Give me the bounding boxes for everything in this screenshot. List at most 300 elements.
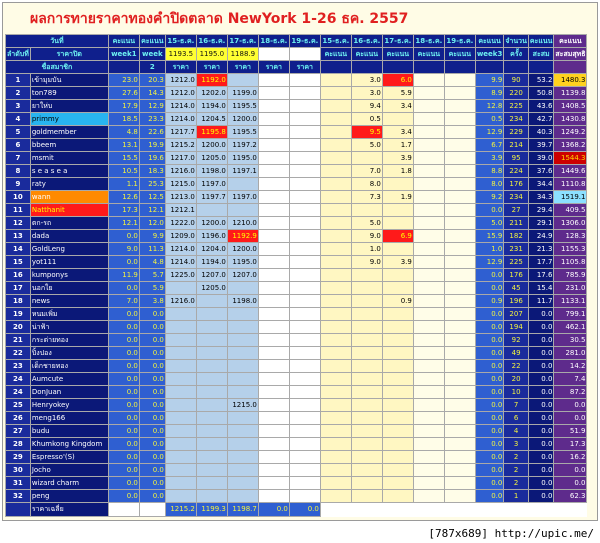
cell-num: 8 — [6, 165, 31, 178]
cell-cnt: 27 — [504, 204, 529, 217]
cell-s2: 3.0 — [351, 87, 382, 100]
cell-p3: 1215.0 — [227, 399, 258, 412]
header-week1: week1 — [108, 48, 139, 61]
cell-avg: 0.0 — [528, 334, 554, 347]
cell-p2 — [196, 334, 227, 347]
cell-p4 — [258, 230, 289, 243]
table-row — [6, 386, 587, 399]
cell-name: ปิ้งปอง — [30, 347, 108, 360]
cell-avg: 39.7 — [528, 139, 554, 152]
cell-p1 — [165, 360, 196, 373]
cell-total: 1408.5 — [554, 100, 587, 113]
table-row — [6, 412, 587, 425]
cell-total: 128.3 — [554, 230, 587, 243]
cell-p5 — [289, 230, 320, 243]
cell-s5 — [444, 178, 475, 191]
cell-cnt: 2 — [504, 477, 529, 490]
cell-w3: 0.0 — [475, 412, 504, 425]
cell-p3: 1192.9 — [227, 230, 258, 243]
cell-p5 — [289, 113, 320, 126]
cell-p5 — [289, 386, 320, 399]
cell-n1: 0.0 — [108, 451, 139, 464]
cell-s3 — [382, 490, 413, 503]
cell-s5 — [444, 308, 475, 321]
cell-p4 — [258, 451, 289, 464]
cell-p2: 1197.0 — [196, 178, 227, 191]
cell-avg: 0.0 — [528, 399, 554, 412]
cell-w3: 0.0 — [475, 321, 504, 334]
cell-num: 9 — [6, 178, 31, 191]
cell-p3 — [227, 321, 258, 334]
cell-s5 — [444, 477, 475, 490]
cell-p4 — [258, 464, 289, 477]
cell-total: 0.0 — [554, 399, 587, 412]
header-sscore-4: คะแนน — [413, 48, 444, 61]
cell-num: 13 — [6, 230, 31, 243]
table-row — [6, 269, 587, 282]
cell-s3 — [382, 425, 413, 438]
cell-w3: 9.2 — [475, 191, 504, 204]
cell-s1 — [320, 191, 351, 204]
cell-avg: 42.7 — [528, 113, 554, 126]
cell-s2: 7.0 — [351, 165, 382, 178]
table-row — [6, 152, 587, 165]
table-row — [6, 477, 587, 490]
cell-p5 — [289, 334, 320, 347]
cell-total: 14.2 — [554, 360, 587, 373]
cell-p4 — [258, 412, 289, 425]
cell-w3: 0.0 — [475, 282, 504, 295]
header-score-week1: คะแนน — [108, 35, 139, 48]
cell-avg: 15.4 — [528, 282, 554, 295]
cell-p4 — [258, 399, 289, 412]
cell-s5 — [444, 269, 475, 282]
score-table — [5, 34, 587, 517]
cell-avg: 0.0 — [528, 425, 554, 438]
cell-p3: 1200.0 — [227, 113, 258, 126]
cell-s3 — [382, 373, 413, 386]
cell-s2 — [351, 412, 382, 425]
cell-w3: 0.0 — [475, 347, 504, 360]
cell-p1: 1215.0 — [165, 178, 196, 191]
cell-p2: 1207.0 — [196, 269, 227, 282]
cell-p1: 1212.1 — [165, 204, 196, 217]
cell-num: 23 — [6, 360, 31, 373]
cell-s3 — [382, 412, 413, 425]
cell-n2: 0.0 — [139, 477, 165, 490]
cell-s5 — [444, 438, 475, 451]
cell-p2: 1204.5 — [196, 113, 227, 126]
cell-cnt: 90 — [504, 74, 529, 87]
header-sdate-4: 18-ธ.ค. — [413, 35, 444, 48]
cell-p5 — [289, 425, 320, 438]
cell-avg: 24.9 — [528, 230, 554, 243]
cell-s3: 6.0 — [382, 74, 413, 87]
cell-n2: 0.0 — [139, 438, 165, 451]
cell-w3: 0.5 — [475, 113, 504, 126]
cell-cnt: 3 — [504, 438, 529, 451]
cell-n2: 0.0 — [139, 464, 165, 477]
cell-n2: 12.1 — [139, 204, 165, 217]
cell-p2 — [196, 321, 227, 334]
cell-p2: 1197.7 — [196, 191, 227, 204]
cell-s1 — [320, 334, 351, 347]
header-sum: สะสม — [528, 48, 554, 61]
cell-p5 — [289, 74, 320, 87]
cell-s3 — [382, 438, 413, 451]
table-row — [6, 373, 587, 386]
cell-avg: 0.0 — [528, 464, 554, 477]
cell-p2: 1200.0 — [196, 217, 227, 230]
cell-n1: 10.5 — [108, 165, 139, 178]
cell-p5 — [289, 282, 320, 295]
cell-s1 — [320, 464, 351, 477]
cell-s5 — [444, 139, 475, 152]
cell-p1: 1225.0 — [165, 269, 196, 282]
cell-avg: 29.1 — [528, 217, 554, 230]
cell-s5 — [444, 334, 475, 347]
cell-num: 29 — [6, 451, 31, 464]
cell-cnt: 10 — [504, 386, 529, 399]
header-count: จำนวน — [504, 35, 529, 48]
cell-p4 — [258, 334, 289, 347]
cell-w3: 0.0 — [475, 386, 504, 399]
cell-n2: 19.6 — [139, 152, 165, 165]
cell-s3 — [382, 178, 413, 191]
cell-s2 — [351, 438, 382, 451]
cell-p5 — [289, 412, 320, 425]
cell-s3 — [382, 399, 413, 412]
cell-s1 — [320, 282, 351, 295]
cell-s1 — [320, 438, 351, 451]
cell-s4 — [413, 282, 444, 295]
cell-s4 — [413, 451, 444, 464]
cell-p1 — [165, 399, 196, 412]
cell-name: Natthanit — [30, 204, 108, 217]
cell-p3: 1195.0 — [227, 152, 258, 165]
cell-s3: 0.9 — [382, 295, 413, 308]
cell-avg: 34.4 — [528, 178, 554, 191]
cell-p4 — [258, 100, 289, 113]
cell-n2: 0.0 — [139, 451, 165, 464]
cell-name: Aumcute — [30, 373, 108, 386]
score-sheet — [2, 2, 598, 521]
cell-p4 — [258, 373, 289, 386]
header-date-4: 18-ธ.ค. — [258, 35, 289, 48]
cell-n1: 0.0 — [108, 490, 139, 503]
cell-cnt: 49 — [504, 347, 529, 360]
cell-num: 25 — [6, 399, 31, 412]
cell-p2 — [196, 438, 227, 451]
cell-num: 24 — [6, 373, 31, 386]
cell-w3: 0.0 — [475, 438, 504, 451]
cell-p1: 1212.0 — [165, 74, 196, 87]
cell-w3: 8.9 — [475, 87, 504, 100]
cell-avg: 40.3 — [528, 126, 554, 139]
cell-p3: 1200.0 — [227, 243, 258, 256]
cell-s4 — [413, 126, 444, 139]
cell-p4 — [258, 178, 289, 191]
cell-n2: 9.9 — [139, 230, 165, 243]
cell-n2: 5.7 — [139, 269, 165, 282]
cell-avg: 0.0 — [528, 373, 554, 386]
header-times: ครั้ง — [504, 48, 529, 61]
cell-s3: 6.9 — [382, 230, 413, 243]
cell-s4 — [413, 217, 444, 230]
header-date-1: 15-ธ.ค. — [165, 35, 196, 48]
cell-cnt: 176 — [504, 178, 529, 191]
cell-s4 — [413, 360, 444, 373]
cell-s3 — [382, 464, 413, 477]
cell-p1 — [165, 464, 196, 477]
header-sdate-5: 19-ธ.ค. — [444, 35, 475, 48]
cell-w3: 9.9 — [475, 74, 504, 87]
cell-s4 — [413, 347, 444, 360]
cell-p2: 1205.0 — [196, 282, 227, 295]
cell-p1 — [165, 373, 196, 386]
header-total: คะแนน — [554, 35, 587, 48]
cell-name: ตก-รถ — [30, 217, 108, 230]
cell-name: bbeem — [30, 139, 108, 152]
cell-s1 — [320, 425, 351, 438]
cell-p2: 1204.0 — [196, 243, 227, 256]
cell-s2 — [351, 373, 382, 386]
cell-cnt: 196 — [504, 295, 529, 308]
cell-s4 — [413, 477, 444, 490]
cell-p1: 1212.0 — [165, 87, 196, 100]
cell-num: 21 — [6, 334, 31, 347]
cell-s2: 0.5 — [351, 113, 382, 126]
cell-p1: 1209.0 — [165, 230, 196, 243]
cell-w3: 8.8 — [475, 165, 504, 178]
cell-cnt: 22 — [504, 360, 529, 373]
cell-n2: 20.3 — [139, 74, 165, 87]
cell-p1: 1214.0 — [165, 100, 196, 113]
cell-n2: 3.8 — [139, 295, 165, 308]
cell-s2 — [351, 360, 382, 373]
cell-n1: 0.0 — [108, 399, 139, 412]
table-row — [6, 126, 587, 139]
cell-w3: 12.8 — [475, 100, 504, 113]
cell-name: Espresso'(S) — [30, 451, 108, 464]
header-cumulative: สะสมสุทธิ — [554, 48, 587, 61]
cell-n1: 4.8 — [108, 126, 139, 139]
cell-avg: 0.0 — [528, 321, 554, 334]
cell-s4 — [413, 152, 444, 165]
cell-s2: 5.0 — [351, 217, 382, 230]
cell-s4 — [413, 386, 444, 399]
cell-s1 — [320, 74, 351, 87]
cell-num: 10 — [6, 191, 31, 204]
cell-p4 — [258, 282, 289, 295]
header-row-1 — [6, 35, 587, 48]
table-row — [6, 256, 587, 269]
cell-p5 — [289, 217, 320, 230]
cell-num: 1 — [6, 74, 31, 87]
cell-n2: 19.9 — [139, 139, 165, 152]
cell-p2: 1196.0 — [196, 230, 227, 243]
cell-s5 — [444, 126, 475, 139]
cell-p5 — [289, 126, 320, 139]
cell-s4 — [413, 100, 444, 113]
table-row — [6, 217, 587, 230]
cell-avg: 17.6 — [528, 269, 554, 282]
cell-s3 — [382, 217, 413, 230]
cell-num: 27 — [6, 425, 31, 438]
cell-s4 — [413, 308, 444, 321]
cell-total: 1430.8 — [554, 113, 587, 126]
table-row — [6, 100, 587, 113]
table-row — [6, 178, 587, 191]
cell-s4 — [413, 139, 444, 152]
cell-total: 0.0 — [554, 477, 587, 490]
cell-cnt: 214 — [504, 139, 529, 152]
cell-avg: 0.0 — [528, 386, 554, 399]
cell-p1 — [165, 451, 196, 464]
cell-avg: 17.7 — [528, 256, 554, 269]
cell-p2: 1200.0 — [196, 139, 227, 152]
cell-p5 — [289, 321, 320, 334]
cell-cnt: 234 — [504, 113, 529, 126]
cell-p3: 1197.1 — [227, 165, 258, 178]
footer-avg-price: 1215.2 — [165, 503, 196, 517]
table-row — [6, 464, 587, 477]
cell-total: 1544.3 — [554, 152, 587, 165]
cell-s2 — [351, 477, 382, 490]
cell-name: GoldLeng — [30, 243, 108, 256]
cell-avg: 0.0 — [528, 477, 554, 490]
cell-s4 — [413, 74, 444, 87]
cell-s2: 9.4 — [351, 100, 382, 113]
cell-s2: 5.0 — [351, 139, 382, 152]
cell-s3 — [382, 321, 413, 334]
cell-total: 16.2 — [554, 451, 587, 464]
header-week3: week3 — [475, 48, 504, 61]
table-row — [6, 204, 587, 217]
cell-p1 — [165, 308, 196, 321]
cell-total: 51.9 — [554, 425, 587, 438]
header-row-3 — [6, 61, 587, 74]
cell-n2: 0.0 — [139, 321, 165, 334]
cell-s4 — [413, 165, 444, 178]
cell-p3: 1207.0 — [227, 269, 258, 282]
cell-s4 — [413, 438, 444, 451]
cell-w3: 0.0 — [475, 451, 504, 464]
cell-n1: 0.0 — [108, 230, 139, 243]
cell-n1: 1.1 — [108, 178, 139, 191]
cell-s3: 1.7 — [382, 139, 413, 152]
cell-n1: 18.5 — [108, 113, 139, 126]
cell-s1 — [320, 295, 351, 308]
cell-avg: 37.6 — [528, 165, 554, 178]
cell-p1 — [165, 412, 196, 425]
cell-p4 — [258, 308, 289, 321]
cell-p2 — [196, 308, 227, 321]
cell-n1: 13.1 — [108, 139, 139, 152]
cell-total: 1306.0 — [554, 217, 587, 230]
cell-n1: 0.0 — [108, 282, 139, 295]
close-price-1: 1193.5 — [165, 48, 196, 61]
cell-s1 — [320, 412, 351, 425]
cell-num: 22 — [6, 347, 31, 360]
cell-n1: 12.1 — [108, 217, 139, 230]
cell-p4 — [258, 269, 289, 282]
cell-s4 — [413, 295, 444, 308]
footer-avg-price: 0.0 — [289, 503, 320, 517]
cell-avg: 21.3 — [528, 243, 554, 256]
cell-p1 — [165, 282, 196, 295]
cell-avg: 0.0 — [528, 451, 554, 464]
table-body — [6, 35, 587, 517]
table-row — [6, 113, 587, 126]
cell-s5 — [444, 165, 475, 178]
cell-p3 — [227, 204, 258, 217]
cell-n2: 0.0 — [139, 412, 165, 425]
cell-w3: 12.9 — [475, 256, 504, 269]
cell-s4 — [413, 464, 444, 477]
cell-p5 — [289, 373, 320, 386]
cell-p4 — [258, 360, 289, 373]
cell-s3: 5.9 — [382, 87, 413, 100]
cell-p2: 1195.8 — [196, 126, 227, 139]
image-watermark: [787x689] http://upic.me/ — [428, 527, 594, 540]
cell-s1 — [320, 204, 351, 217]
cell-p2 — [196, 347, 227, 360]
cell-p1 — [165, 490, 196, 503]
cell-num: 15 — [6, 256, 31, 269]
cell-p1: 1216.0 — [165, 165, 196, 178]
close-price-4 — [258, 48, 289, 61]
cell-n1: 0.0 — [108, 321, 139, 334]
cell-num: 18 — [6, 295, 31, 308]
cell-s4 — [413, 321, 444, 334]
cell-name: meng166 — [30, 412, 108, 425]
cell-total: 1449.6 — [554, 165, 587, 178]
cell-s5 — [444, 412, 475, 425]
cell-cnt: 20 — [504, 373, 529, 386]
header-sscore-1: คะแนน — [320, 48, 351, 61]
cell-s1 — [320, 178, 351, 191]
cell-p4 — [258, 438, 289, 451]
cell-p3 — [227, 386, 258, 399]
cell-p3 — [227, 74, 258, 87]
cell-s4 — [413, 399, 444, 412]
cell-n1: 0.0 — [108, 256, 139, 269]
cell-n1: 0.0 — [108, 425, 139, 438]
cell-s2 — [351, 451, 382, 464]
cell-name: หนมเพิ่ม — [30, 308, 108, 321]
table-row — [6, 87, 587, 100]
cell-n1: 23.0 — [108, 74, 139, 87]
cell-total: 87.2 — [554, 386, 587, 399]
cell-s2: 9.0 — [351, 230, 382, 243]
cell-s5 — [444, 191, 475, 204]
cell-n2: 22.6 — [139, 126, 165, 139]
cell-p2 — [196, 464, 227, 477]
cell-p3 — [227, 282, 258, 295]
cell-s3: 1.8 — [382, 165, 413, 178]
cell-p1: 1216.0 — [165, 295, 196, 308]
cell-s5 — [444, 256, 475, 269]
cell-w3: 0.0 — [475, 373, 504, 386]
cell-num: 24 — [6, 386, 31, 399]
cell-p5 — [289, 152, 320, 165]
cell-p2: 1202.0 — [196, 87, 227, 100]
cell-s3 — [382, 269, 413, 282]
cell-p2 — [196, 399, 227, 412]
cell-s1 — [320, 165, 351, 178]
cell-w3: 5.0 — [475, 217, 504, 230]
